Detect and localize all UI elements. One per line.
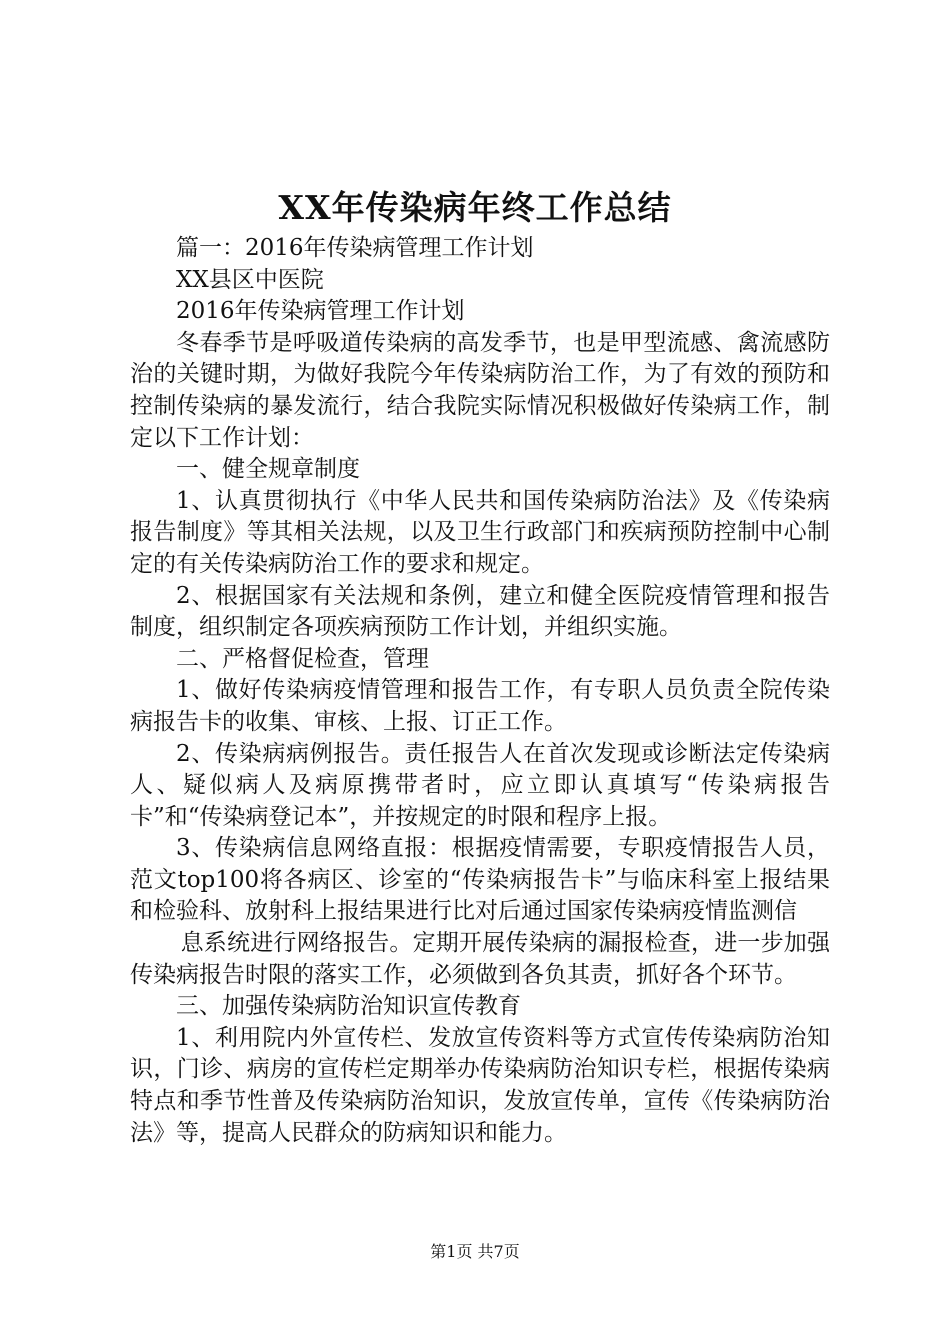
paragraph: 2、传染病病例报告。责任报告人在首次发现或诊断法定传染病人、疑似病人及病原携带者时，应立即认真填写“传染病报告卡”和“传染病登记本”，并按规定的时限和程序上报。 [130, 740, 830, 830]
paragraph: 2016年传染病管理工作计划 [176, 298, 465, 325]
section-heading: 三、加强传染病防治知识宣传教育 [176, 993, 521, 1020]
paragraph: 1、利用院内外宣传栏、发放宣传资料等方式宣传传染病防治知识，门诊、病房的宣传栏定期举办传染病防治知识专栏，根据传染病特点和季节性普及传染病防治知识，发放宣传单，宣传《传染病防治法》等，提高人民群众的防病知识和能力。 [130, 1024, 830, 1146]
paragraph: 3、传染病信息网络直报：根据疫情需要，专职疫情报告人员，范文top100将各病区、诊室的“传染病报告卡”与临床科室上报结果和检验科、放射科上报结果进行比对后通过国家传染病疫情监测信 [130, 835, 830, 925]
paragraph: 1、做好传染病疫情管理和报告工作，有专职人员负责全院传染病报告卡的收集、审核、上报、订正工作。 [130, 677, 830, 735]
paragraph: 2、根据国家有关法规和条例，建立和健全医院疫情管理和报告制度，组织制定各项疾病预防工作计划，并组织实施。 [130, 582, 830, 641]
paragraph: 息系统进行网络报告。定期开展传染病的漏报检查，进一步加强传染病报告时限的落实工作，必须做到各负其责，抓好各个环节。 [130, 930, 830, 988]
section-heading: 一、健全规章制度 [176, 456, 360, 483]
paragraph: 冬春季节是呼吸道传染病的高发季节，也是甲型流感、禽流感防治的关键时期，为做好我院今年传染病防治工作，为了有效的预防和控制传染病的暴发流行，结合我院实际情况积极做好传染病工作，制定以下工作计划： [130, 329, 830, 451]
document-body [130, 233, 830, 1149]
paragraph: 1、认真贯彻执行《中华人民共和国传染病防治法》及《传染病报告制度》等其相关法规，以及卫生行政部门和疾病预防控制中心制定的有关传染病防治工作的要求和规定。 [130, 487, 830, 577]
page-title: XX年传染病年终工作总结 [278, 188, 672, 227]
paragraph: XX县区中医院 [176, 266, 324, 293]
page-footer: 第1页 共7页 [430, 1242, 520, 1261]
section-heading: 二、严格督促检查，管理 [176, 645, 429, 672]
paragraph: 篇一：2016年传染病管理工作计划 [176, 235, 534, 261]
